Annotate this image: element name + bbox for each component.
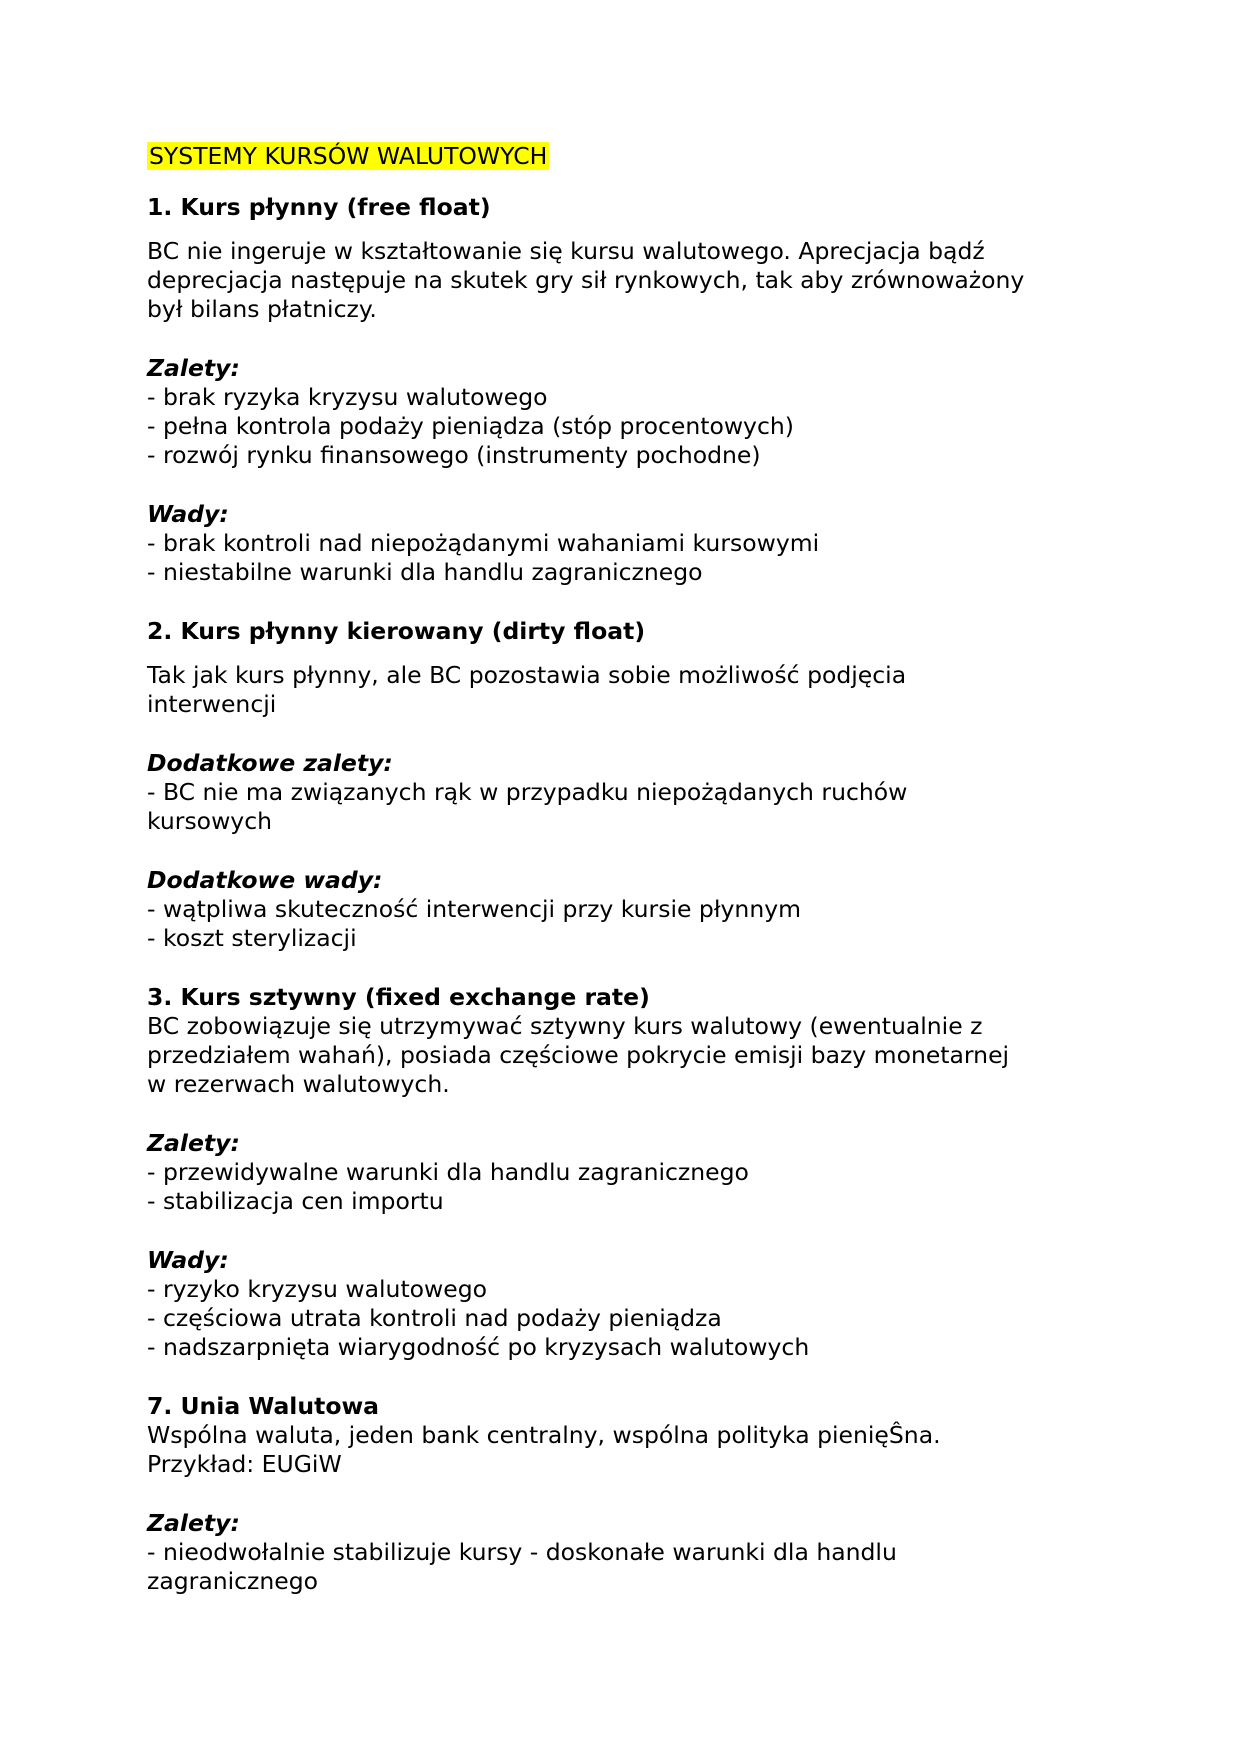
pros-label: Zalety:	[147, 1509, 240, 1537]
paragraph-line: przedziałem wahań), posiada częściowe pokrycie emisji bazy monetarnej	[147, 1041, 1010, 1069]
list-item: - częściowa utrata kontroli nad podaży pieniądza	[147, 1304, 722, 1332]
paragraph-line: interwencji	[147, 690, 277, 718]
section-currency-union	[147, 1392, 1107, 1596]
list-item: - wątpliwa skuteczność interwencji przy kursie płynnym	[147, 895, 802, 923]
section-heading: 7. Unia Walutowa	[147, 1392, 380, 1420]
paragraph-line: Tak jak kurs płynny, ale BC pozostawia sobie możliwość podjęcia	[147, 661, 907, 689]
list-item: kursowych	[147, 807, 273, 835]
list-item: - stabilizacja cen importu	[147, 1187, 444, 1215]
cons-label: Dodatkowe wady:	[147, 866, 383, 894]
list-item: - przewidywalne warunki dla handlu zagranicznego	[147, 1158, 749, 1186]
paragraph-line: deprecjacja następuje na skutek gry sił rynkowych, tak aby zrównoważony	[147, 266, 1025, 294]
list-item: - brak kontroli nad niepożądanymi wahaniami kursowymi	[147, 529, 820, 557]
list-item: - rozwój rynku finansowego (instrumenty pochodne)	[147, 441, 761, 469]
paragraph-line: Wspólna waluta, jeden bank centralny, wspólna polityka pienięŜna.	[147, 1421, 941, 1449]
section-dirty-float	[147, 617, 1107, 983]
pros-label: Dodatkowe zalety:	[147, 749, 393, 777]
list-item: - nadszarpnięta wiarygodność po kryzysach walutowych	[147, 1333, 810, 1361]
list-item: - pełna kontrola podaży pieniądza (stóp procentowych)	[147, 412, 794, 440]
cons-label: Wady:	[147, 500, 229, 528]
section-free-float	[147, 193, 1107, 617]
list-item: - niestabilne warunki dla handlu zagranicznego	[147, 558, 703, 586]
paragraph-line: Przykład: EUGiW	[147, 1450, 342, 1478]
title-highlight: SYSTEMY KURSÓW WALUTOWYCH	[149, 142, 548, 170]
list-item: - brak ryzyka kryzysu walutowego	[147, 383, 548, 411]
list-item: - nieodwołalnie stabilizuje kursy - doskonałe warunki dla handlu	[147, 1538, 897, 1566]
list-item: - koszt sterylizacji	[147, 924, 357, 952]
paragraph-line: BC zobowiązuje się utrzymywać sztywny kurs walutowy (ewentualnie z	[147, 1012, 983, 1040]
list-item: - BC nie ma związanych rąk w przypadku niepożądanych ruchów	[147, 778, 908, 806]
pros-label: Zalety:	[147, 1129, 240, 1157]
section-fixed-rate	[147, 983, 1107, 1392]
document-page	[147, 140, 1107, 1596]
list-item: zagranicznego	[147, 1567, 319, 1595]
section-heading: 2. Kurs płynny kierowany (dirty float)	[147, 617, 646, 645]
section-heading: 3. Kurs sztywny (fixed exchange rate)	[147, 983, 650, 1011]
pros-label: Zalety:	[147, 354, 240, 382]
paragraph-line: był bilans płatniczy.	[147, 295, 377, 323]
cons-label: Wady:	[147, 1246, 229, 1274]
paragraph-line: w rezerwach walutowych.	[147, 1070, 450, 1098]
document-title	[147, 140, 1107, 172]
list-item: - ryzyko kryzysu walutowego	[147, 1275, 488, 1303]
paragraph-line: BC nie ingeruje w kształtowanie się kursu walutowego. Aprecjacja bądź	[147, 237, 985, 265]
section-heading: 1. Kurs płynny (free float)	[147, 193, 491, 221]
